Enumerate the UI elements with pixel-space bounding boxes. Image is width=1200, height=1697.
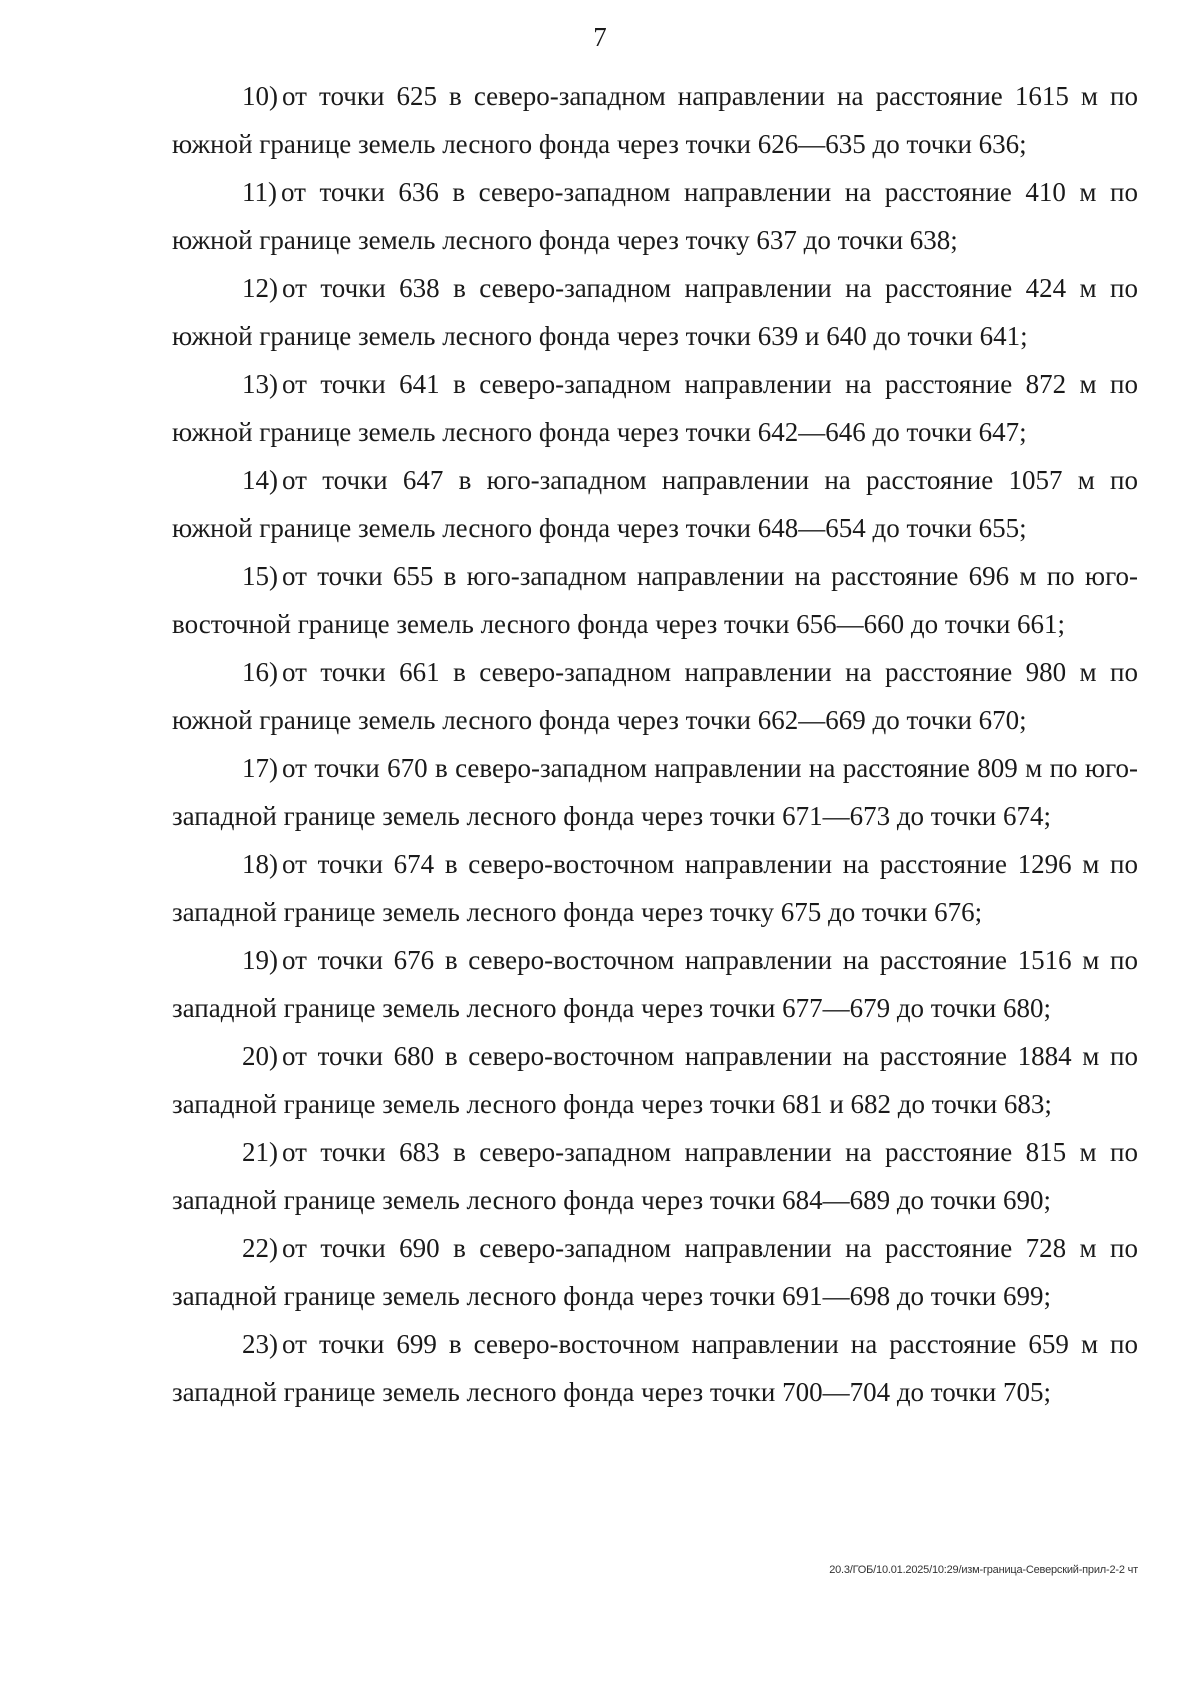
clause-text: от точки 676 в северо-восточном направлении на расстояние 1516 м по западной границе земель лесного фонда через точки 677—679 до точки 680;	[172, 945, 1138, 1023]
clause-21	[172, 1128, 1138, 1224]
clause-text: от точки 638 в северо-западном направлении на расстояние 424 м по южной границе земель лесного фонда через точки 639 и 640 до точки 641;	[172, 273, 1138, 351]
clause-18	[172, 840, 1138, 936]
document-body	[172, 72, 1138, 1416]
clause-20	[172, 1032, 1138, 1128]
clause-22	[172, 1224, 1138, 1320]
clause-number: 23)	[242, 1329, 278, 1359]
clause-text: от точки 625 в северо-западном направлении на расстояние 1615 м по южной границе земель лесного фонда через точки 626—635 до точки 636;	[172, 81, 1138, 159]
clause-text: от точки 674 в северо-восточном направлении на расстояние 1296 м по западной границе земель лесного фонда через точку 675 до точки 676;	[172, 849, 1138, 927]
clause-number: 22)	[242, 1233, 278, 1263]
clause-number: 15)	[242, 561, 278, 591]
clause-text: от точки 636 в северо-западном направлении на расстояние 410 м по южной границе земель лесного фонда через точку 637 до точки 638;	[172, 177, 1138, 255]
clause-number: 21)	[242, 1137, 278, 1167]
clause-text: от точки 655 в юго-западном направлении на расстояние 696 м по юго-восточной границе земель лесного фонда через точки 656—660 до точки 661;	[172, 561, 1138, 639]
clause-17	[172, 744, 1138, 840]
clause-text: от точки 670 в северо-западном направлении на расстояние 809 м по юго-западной границе земель лесного фонда через точки 671—673 до точки 674;	[172, 753, 1138, 831]
clause-number: 12)	[242, 273, 278, 303]
clause-11	[172, 168, 1138, 264]
clause-13	[172, 360, 1138, 456]
document-footer-code: 20.3/ГОБ/10.01.2025/10:29/изм-граница-Северский-прил-2-2 чт	[829, 1564, 1138, 1576]
clause-number: 11)	[242, 177, 277, 207]
clause-15	[172, 552, 1138, 648]
clause-text: от точки 647 в юго-западном направлении на расстояние 1057 м по южной границе земель лесного фонда через точки 648—654 до точки 655;	[172, 465, 1138, 543]
clause-19	[172, 936, 1138, 1032]
clause-10	[172, 72, 1138, 168]
clause-23	[172, 1320, 1138, 1416]
clause-number: 20)	[242, 1041, 278, 1071]
clause-16	[172, 648, 1138, 744]
clause-number: 10)	[242, 81, 278, 111]
page-number: 7	[593, 22, 607, 52]
clause-number: 13)	[242, 369, 278, 399]
clause-number: 16)	[242, 657, 278, 687]
clause-text: от точки 683 в северо-западном направлении на расстояние 815 м по западной границе земель лесного фонда через точки 684—689 до точки 690;	[172, 1137, 1138, 1215]
clause-number: 18)	[242, 849, 278, 879]
clause-14	[172, 456, 1138, 552]
clause-text: от точки 699 в северо-восточном направлении на расстояние 659 м по западной границе земель лесного фонда через точки 700—704 до точки 705;	[172, 1329, 1138, 1407]
clause-text: от точки 680 в северо-восточном направлении на расстояние 1884 м по западной границе земель лесного фонда через точки 681 и 682 до точки 683;	[172, 1041, 1138, 1119]
clause-text: от точки 641 в северо-западном направлении на расстояние 872 м по южной границе земель лесного фонда через точки 642—646 до точки 647;	[172, 369, 1138, 447]
clause-number: 14)	[242, 465, 278, 495]
clause-number: 19)	[242, 945, 278, 975]
clause-text: от точки 661 в северо-западном направлении на расстояние 980 м по южной границе земель лесного фонда через точки 662—669 до точки 670;	[172, 657, 1138, 735]
clause-text: от точки 690 в северо-западном направлении на расстояние 728 м по западной границе земель лесного фонда через точки 691—698 до точки 699;	[172, 1233, 1138, 1311]
clause-number: 17)	[242, 753, 278, 783]
clause-12	[172, 264, 1138, 360]
